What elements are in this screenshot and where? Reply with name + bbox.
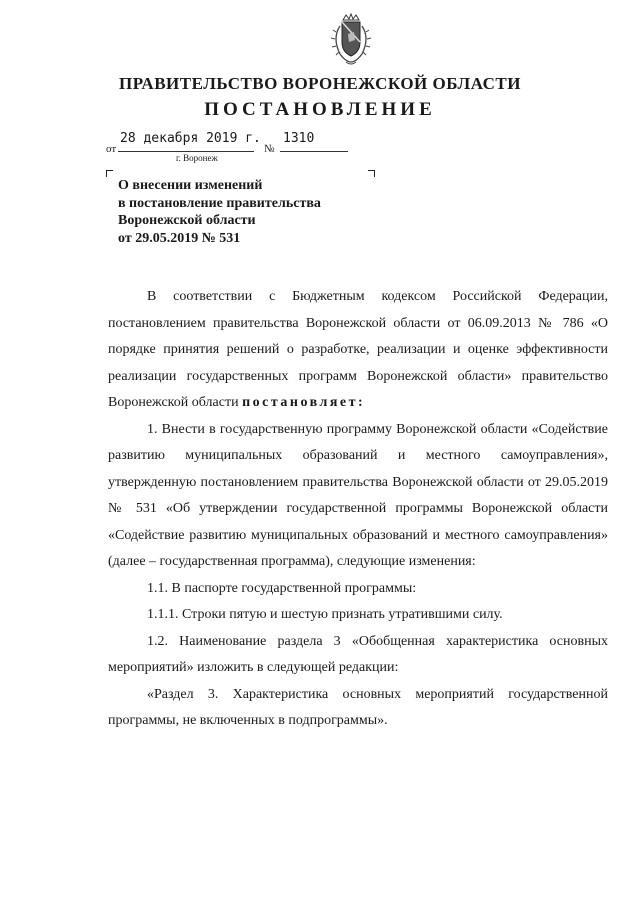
bracket-right [368, 170, 375, 177]
subject-line: от 29.05.2019 № 531 [118, 230, 241, 246]
city: г. Воронеж [176, 153, 218, 163]
number-underline [280, 151, 348, 152]
subject-line: О внесении изменений [118, 178, 263, 193]
resolves-word: постановляет: [242, 395, 366, 410]
subject-line: Воронежской области [118, 213, 256, 228]
document-subject [118, 177, 378, 247]
coat-of-arms-icon [326, 12, 376, 68]
bracket-left [106, 170, 113, 177]
paragraph-item-1-1: 1.1. В паспорте государственной программы: [147, 580, 417, 596]
from-label: от [106, 143, 117, 155]
paragraph-quote: «Раздел 3. Характеристика основных мероприятий государственной программы, не включенных в подпрограммы». [108, 686, 608, 728]
paragraph-item-1: 1. Внести в государственную программу Воронежской области «Содействие развитию муниципальных образований и местного самоуправления», утвержденную постановлением правительства Воронежской области от 29.05.2019 № 531 «Об утверждении государственной программы Воронежской области «Содействие развитию муниципальных образований и местного самоуправления» (далее – государственная программа), следующие изменения: [108, 421, 608, 569]
document-body [108, 284, 608, 735]
organization-title: ПРАВИТЕЛЬСТВО ВОРОНЕЖСКОЙ ОБЛАСТИ [118, 74, 521, 93]
document-number: 1310 [283, 131, 315, 146]
number-label: № [264, 143, 275, 155]
paragraph-item-1-2: 1.2. Наименование раздела 3 «Обобщенная характеристика основных мероприятий» изложить в следующей редакции: [108, 633, 608, 675]
paragraph-item-1-1-1: 1.1.1. Строки пятую и шестую признать утратившими силу. [147, 607, 503, 622]
subject-line: в постановление правительства [118, 195, 321, 211]
document-date: 28 декабря 2019 г. [120, 131, 261, 146]
paragraph-preamble [108, 284, 608, 417]
date-underline [118, 151, 254, 152]
document-type: ПОСТАНОВЛЕНИЕ [204, 99, 436, 120]
preamble-text: В соответствии с Бюджетным кодексом Российской Федерации, постановлением правительства Воронежской области от 06.09.2013 № 786 «О порядке принятия решений о разработке, реализации и оценке эффективности реализации государственных программ Воронежской области» правительство Воронежской области [108, 289, 608, 410]
